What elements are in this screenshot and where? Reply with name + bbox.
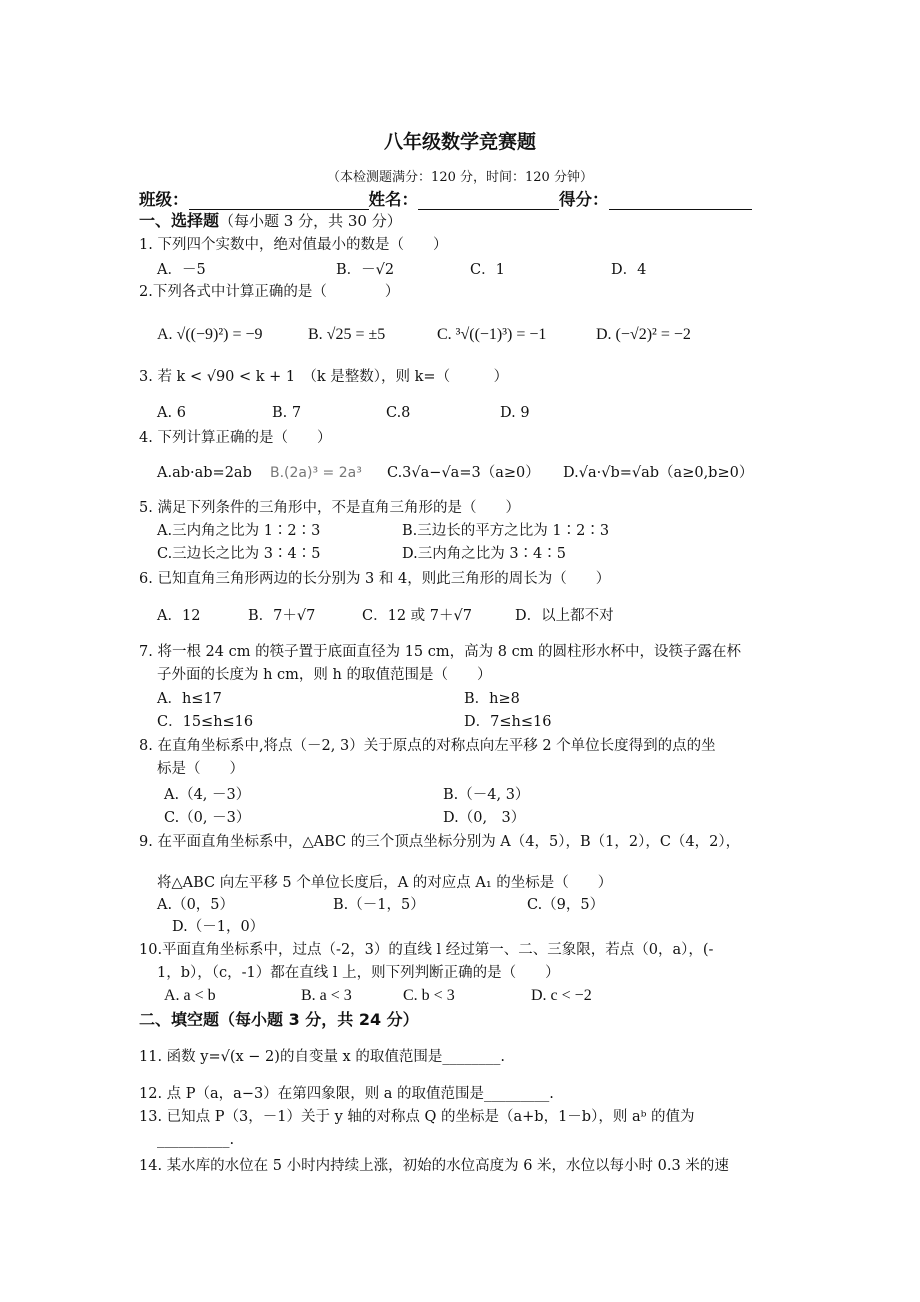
question-13-line1: 13. 已知点 P（3，－1）关于 y 轴的对称点 Q 的坐标是（a+b，1－b），则 aᵇ 的值为 [139, 1109, 695, 1125]
question-8-stem-line2: 标是（ ） [157, 761, 244, 777]
q5-option-d[interactable]: D.三内角之比为 3∶4∶5 [402, 546, 567, 562]
q1-option-c[interactable]: C．1 [470, 262, 505, 278]
q2-option-b[interactable]: B. √25 = ±5 [308, 326, 386, 343]
question-6-stem: 6. 已知直角三角形两边的长分别为 3 和 4，则此三角形的周长为（ ） [139, 571, 611, 587]
q8-option-a[interactable]: A.（4, －3） [164, 787, 251, 803]
name-field[interactable] [418, 193, 559, 210]
q6-option-c[interactable]: C．12 或 7＋√7 [362, 608, 472, 624]
q10-option-b[interactable]: B. a < 3 [301, 987, 352, 1004]
exam-info: （本检测题满分：120 分，时间：120 分钟） [327, 170, 593, 185]
q3-option-d[interactable]: D. 9 [500, 405, 530, 421]
q7-option-b[interactable]: B．h≥8 [464, 691, 520, 707]
question-11: 11. 函数 y=√(x − 2)的自变量 x 的取值范围是________. [139, 1049, 505, 1065]
question-9-stem-line2: 将△ABC 向左平移 5 个单位长度后，A 的对应点 A₁ 的坐标是（ ） [157, 875, 613, 891]
question-10-stem-line1: 10.平面直角坐标系中，过点（-2，3）的直线 l 经过第一、二、三象限，若点（0，a），(- [139, 942, 714, 958]
class-field[interactable] [189, 193, 369, 210]
class-label: 班级： [139, 190, 189, 209]
q4-option-a[interactable]: A.ab·ab=2ab [157, 465, 252, 481]
q4-option-b[interactable]: B.(2a)³ = 2a³ [270, 465, 362, 481]
q4-option-d[interactable]: D.√a·√b=√ab（a≥0,b≥0） [563, 465, 754, 481]
q7-option-a[interactable]: A．h≤17 [157, 691, 222, 707]
q10-option-a[interactable]: A. a < b [164, 987, 216, 1004]
question-10-stem-line2: 1，b），（c，-1）都在直线 l 上，则下列判断正确的是（ ） [157, 965, 560, 981]
q10-option-d[interactable]: D. c < −2 [531, 987, 592, 1004]
q5-option-c[interactable]: C.三边长之比为 3∶4∶5 [157, 546, 321, 562]
q6-option-b[interactable]: B．7＋√7 [248, 608, 316, 624]
question-9-stem-line1: 9. 在平面直角坐标系中，△ABC 的三个顶点坐标分别为 A（4，5），B（1，2），C（4，2）， [139, 834, 741, 850]
question-7-stem-line2: 子外面的长度为 h cm，则 h 的取值范围是（ ） [157, 667, 492, 683]
question-4-stem: 4. 下列计算正确的是（ ） [139, 430, 332, 446]
q2-option-a[interactable]: A. √((−9)²) = −9 [157, 326, 263, 343]
q8-option-c[interactable]: C.（0, －3） [164, 810, 251, 826]
question-8-stem-line1: 8. 在直角坐标系中,将点（－2, 3）关于原点的对称点向左平移 2 个单位长度得到的点的坐 [139, 738, 716, 754]
q8-option-b[interactable]: B.（－4, 3） [443, 787, 530, 803]
q9-option-d[interactable]: D.（－1，0） [172, 919, 265, 935]
score-field[interactable] [609, 193, 752, 210]
q6-option-d[interactable]: D．以上都不对 [515, 608, 614, 624]
q8-option-d[interactable]: D.（0, 3） [443, 810, 526, 826]
q1-option-b[interactable]: B．－√2 [336, 262, 395, 278]
section1-heading: 一、选择题（每小题 3 分，共 30 分） [139, 211, 402, 230]
q9-option-a[interactable]: A.（0，5） [157, 897, 235, 913]
question-2-text: 2.下列各式中计算正确的是（ ） [139, 284, 400, 300]
name-label: 姓名： [368, 190, 418, 209]
question-3-stem: 3. 若 k < √90 < k + 1 （k 是整数），则 k=（ ） [139, 369, 509, 385]
q4-option-c[interactable]: C.3√a−√a=3（a≥0） [387, 465, 540, 481]
q1-option-d[interactable]: D．4 [611, 262, 647, 278]
question-5-stem: 5. 满足下列条件的三角形中，不是直角三角形的是（ ） [139, 500, 520, 516]
q2-option-c[interactable]: C. ³√((−1)³) = −1 [437, 326, 547, 343]
question-14: 14. 某水库的水位在 5 小时内持续上涨，初始的水位高度为 6 米，水位以每小时 0.3 米的速 [139, 1158, 729, 1174]
score-label: 得分： [559, 190, 609, 209]
page-title: 八年级数学竞赛题 [383, 131, 536, 153]
section2-heading: 二、填空题（每小题 3 分，共 24 分） [139, 1010, 419, 1029]
q7-option-d[interactable]: D．7≤h≤16 [464, 714, 552, 730]
q3-option-a[interactable]: A. 6 [157, 405, 186, 421]
q3-option-b[interactable]: B. 7 [272, 405, 302, 421]
q1-option-a[interactable]: A．－5 [157, 262, 206, 278]
question-13-blank[interactable]: __________. [157, 1132, 235, 1148]
q2-option-d[interactable]: D. (−√2)² = −2 [596, 326, 691, 343]
student-info-row [139, 186, 752, 210]
q7-option-c[interactable]: C．15≤h≤16 [157, 714, 254, 730]
question-7-stem-line1: 7. 将一根 24 cm 的筷子置于底面直径为 15 cm，高为 8 cm 的圆柱形水杯中，设筷子露在杯 [139, 644, 742, 660]
question-1-stem: 1. 下列四个实数中，绝对值最小的数是（ ） [139, 237, 448, 253]
q5-option-b[interactable]: B.三边长的平方之比为 1∶2∶3 [402, 523, 610, 539]
q3-option-c[interactable]: C.8 [386, 405, 411, 421]
q9-option-c[interactable]: C.（9，5） [527, 897, 605, 913]
q6-option-a[interactable]: A．12 [157, 608, 201, 624]
q10-option-c[interactable]: C. b < 3 [403, 987, 455, 1004]
q9-option-b[interactable]: B.（－1，5） [333, 897, 425, 913]
question-12: 12. 点 P（a，a−3）在第四象限，则 a 的取值范围是_________. [139, 1086, 554, 1102]
q5-option-a[interactable]: A.三内角之比为 1∶2∶3 [157, 523, 321, 539]
